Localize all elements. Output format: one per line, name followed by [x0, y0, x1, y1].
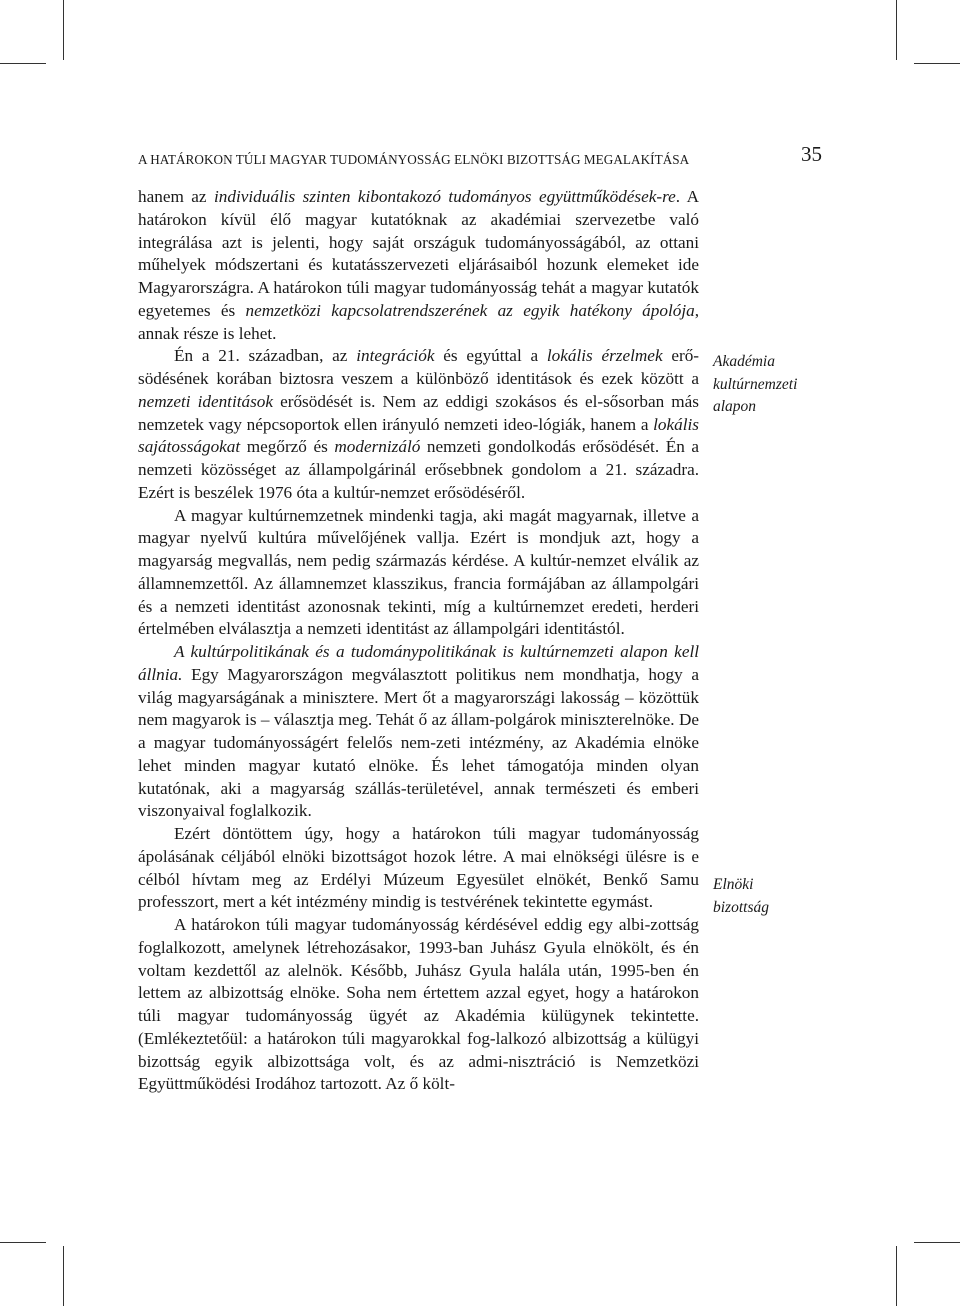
margin-note	[713, 874, 769, 919]
crop-mark	[914, 1242, 960, 1243]
crop-mark	[63, 0, 64, 60]
italic-run: modernizáló	[334, 437, 421, 457]
paragraph: Ezért döntöttem úgy, hogy a határokon túli magyar tudományosság ápolásának céljából elnöki bizottságot hozok létre. A mai elnökségi ülésre is e célból hívtam meg az Erdélyi Múzeum Egyesület elnökét, Benkő Samu professzort, mert a két intézmény mindig is testvérének tekintette egymást.	[138, 824, 699, 912]
paragraph: hanem az individuális szinten kibontakozó tudományos együttműködések-re. A határokon kívül élő magyar kutatóknak az akadémiai szervezetbe való integrálása azt is jelenti, hogy saját országuk tudományosságából, az ottani műhelyek módszertani és kutatásszervezeti eljárásaiból hozunk elemeket ide Magyarországra. A határokon túli magyar tudományosság tehát a magyar kutatók egyetemes és nemzetközi kapcsolatrendszerének az egyik hatékony ápolója, annak része is lehet.	[138, 187, 700, 343]
crop-mark	[914, 63, 960, 64]
margin-note-line: kultúrnemzeti	[713, 375, 798, 393]
margin-note-line: bizottság	[713, 898, 769, 916]
crop-mark	[0, 63, 46, 64]
italic-run: integrációk	[356, 346, 435, 366]
crop-mark	[896, 1246, 897, 1306]
margin-note-line: Elnöki	[713, 876, 754, 893]
crop-mark	[63, 1246, 64, 1306]
paragraph: A kultúrpolitikának és a tudománypolitikának is kultúrnemzeti alapon kell állnia. Egy Magyarországon megválasztott politikus nem mondhatja, hogy a világ magyarságának a minisztere. Mert őt a magyarországi lakosság – közöttük nem magyarok is – választja meg. Tehát ő az állam-polgárok miniszterelnöke. De a magyar tudományosságért felelős nem-zeti intézmény, az Akadémia elnöke lehet minden magyar kutató elnöke. És lehet támogatója minden olyan kutatónak, aki a magyarság szállás-területével, annak természeti és emberi viszonyaival foglalkozik.	[138, 642, 699, 821]
margin-note-line: alapon	[713, 398, 757, 415]
italic-run: nemzeti identitások	[138, 391, 274, 411]
body-text	[138, 186, 699, 1096]
paragraph: A magyar kultúrnemzetnek mindenki tagja, aki magát magyarnak, illetve a magyar nyelvű kultúra művelőjének vallja. Ezért is mondjuk azt, hogy a magyarság megvallás, nem pedig származás kérdése. A kultúr-nemzet elválik az államnemzettől. Az államnemzet klasszikus, francia formájában az állampolgári és a nemzeti identitást azonosnak tekinti, míg a kultúrnemzet eredeti, herderi értelmében elválasztja a nemzeti identitást az állampolgári identitástól.	[138, 505, 699, 639]
italic-run: A kultúrpolitikának és a tudománypolitikának is kultúrnemzeti alapon kell állnia.	[138, 642, 699, 684]
paragraph: A határokon túli magyar tudományosság kérdésével eddig egy albi-zottság foglalkozott, amelynek létrehozásakor, 1993-ban Juhász Gyula elnökölt, és én voltam kezdettől az alelnök. Később, Juhász Gyula halála után, 1995-ben én lettem az albizottság elnöke. Soha nem értettem azzal egyet, hogy a határokon túli magyar tudományosság ügyét az Akadémia külügynek tekintette. (Emlékeztetőül: a határokon túli magyarokkal fog-lalkozó albizottság a külügyi bizottság egyik albizottsága volt, és az admi-nisztráció is Nemzetközi Együttműködési Irodához tartozott. Az ő költ-	[138, 915, 699, 1094]
italic-run: individuális szinten kibontakozó tudományos együttműködések-re	[214, 187, 676, 206]
margin-note-line: Akadémia	[713, 353, 775, 370]
italic-run: nemzetközi kapcsolatrendszerének az egyik hatékony ápolója	[245, 300, 695, 320]
crop-mark	[896, 0, 897, 60]
paragraph: Én a 21. században, az integrációk és egyúttal a lokális érzelmek erő-södésének korában biztosra veszem a különböző identitások és ezek között a nemzeti identitások erősödését is. Nem az eddigi szokásos és el-sősorban más nemzetek vagy népcsoportok ellen irányuló nemzeti ideo-lógiák, hanem a lokális sajátosságokat megőrző és modernizáló nemzeti gondolkodás erősödését. Én a nemzeti közösséget az állampolgárinál erősebbnek gondolom a 21. századra. Ezért is beszélek 1976 óta a kultúr-nemzet erősödéséről.	[138, 346, 700, 502]
page-number: 35	[801, 142, 822, 166]
margin-note	[713, 351, 797, 419]
crop-mark	[0, 1242, 46, 1243]
italic-run: lokális érzelmek	[546, 346, 663, 366]
italic-run: lokális sajátosságokat	[138, 414, 699, 457]
running-title: A HATÁROKON TÚLI MAGYAR TUDOMÁNYOSSÁG ELNÖKI BIZOTTSÁG MEGALAKÍTÁSA	[138, 152, 690, 167]
